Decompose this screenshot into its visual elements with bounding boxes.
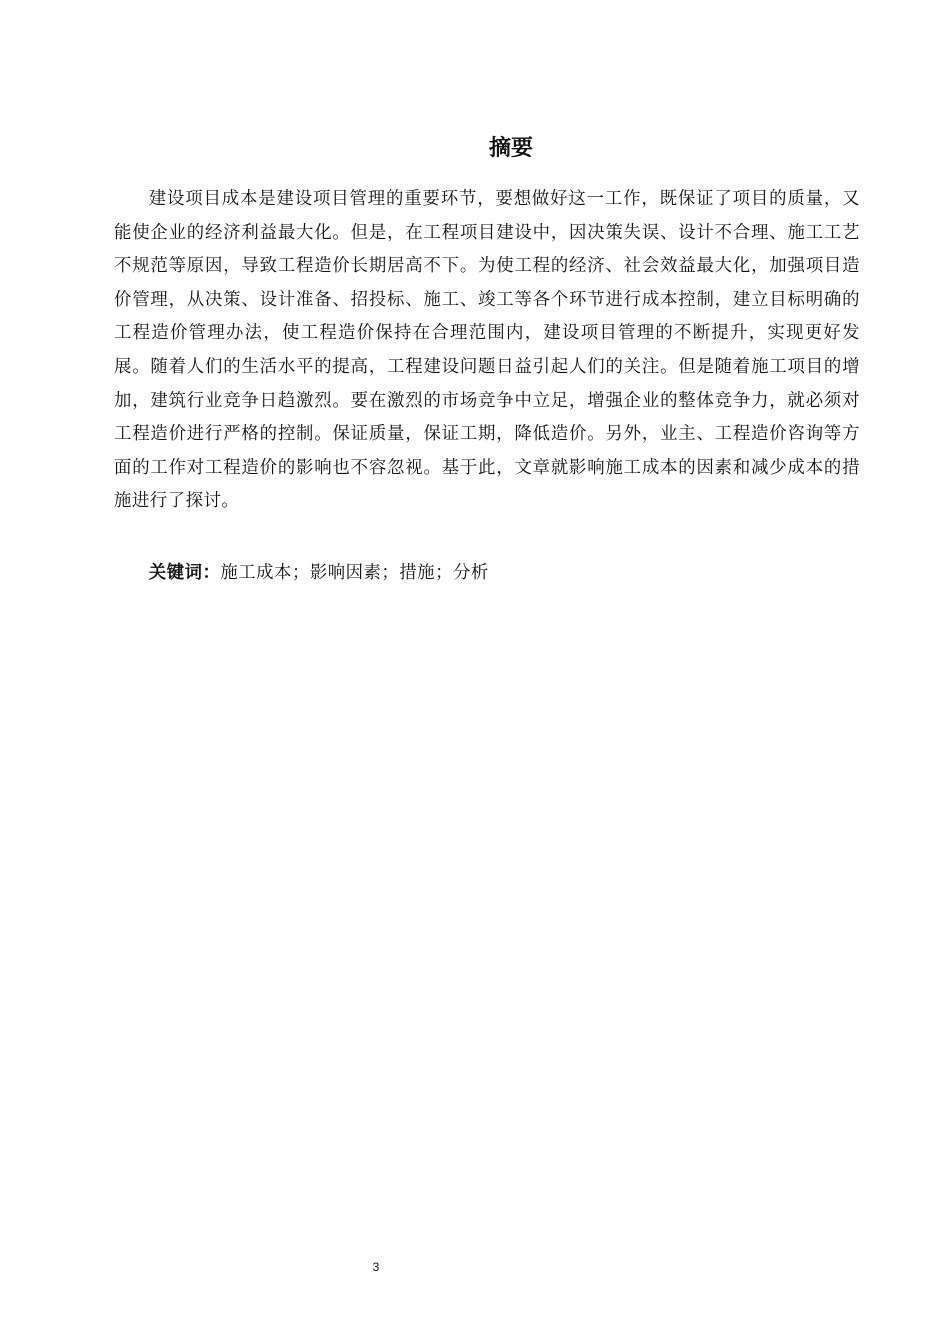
- keywords-list: 施工成本；影响因素；措施；分析: [220, 563, 489, 583]
- keywords-line: [114, 557, 860, 591]
- page-number: 3: [372, 1260, 380, 1274]
- abstract-title: 摘要: [488, 136, 533, 161]
- keywords-label: 关键词：: [148, 563, 221, 583]
- abstract-body: 建设项目成本是建设项目管理的重要环节，要想做好这一工作，既保证了项目的质量，又能使企业的经济利益最大化。但是，在工程项目建设中，因决策失误、设计不合理、施工工艺不规范等原因，导致工程造价长期居高不下。为使工程的经济、社会效益最大化，加强项目造价管理，从决策、设计准备、招投标、施工、竣工等各个环节进行成本控制，建立目标明确的工程造价管理办法，使工程造价保持在合理范围内，建设项目管理的不断提升，实现更好发展。随着人们的生活水平的提高，工程建设问题日益引起人们的关注。但是随着施工项目的增加，建筑行业竞争日趋激烈。要在激烈的市场竞争中立足，增强企业的整体竞争力，就必须对工程造价进行严格的控制。保证质量，保证工期，降低造价。另外，业主、工程造价咨询等方面的工作对工程造价的影响也不容忽视。基于此，文章就影响施工成本的因素和减少成本的措施进行了探讨。: [114, 189, 860, 512]
